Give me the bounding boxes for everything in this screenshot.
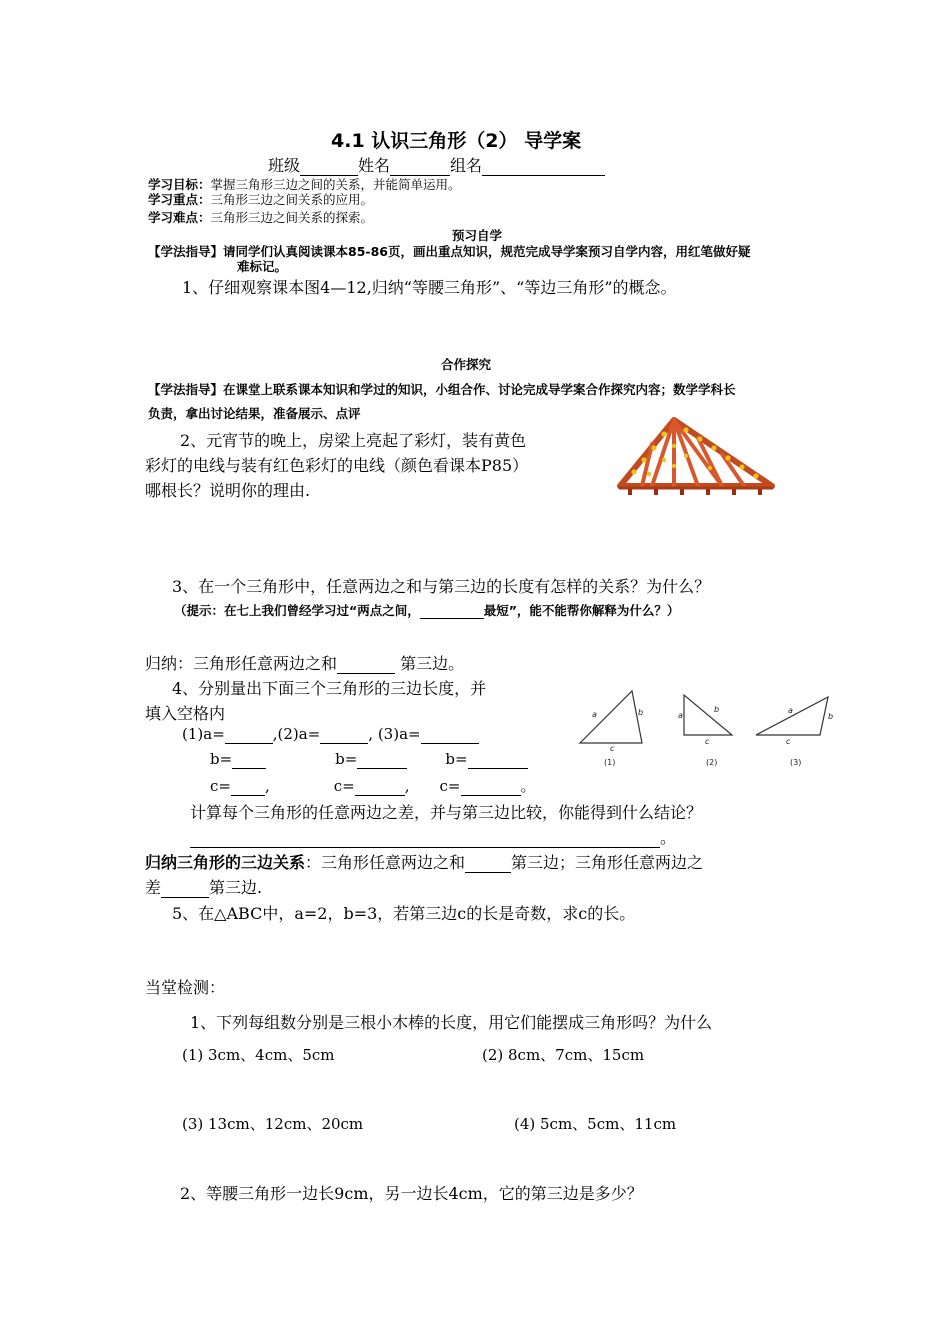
student-info-line <box>268 153 605 176</box>
svg-text:(1): (1) <box>604 758 616 767</box>
question-1: 1、仔细观察课本图4—12,归纳“等腰三角形”、“等边三角形”的概念。 <box>182 278 677 297</box>
hint-blank[interactable] <box>420 603 484 619</box>
relation-sum-blank[interactable] <box>465 853 511 873</box>
question-3-hint: （提示：在七上我们曾经学习过“两点之间， 最短”，能不能帮你解释为什么？） <box>174 603 680 618</box>
triangle-2 <box>684 695 732 735</box>
truss-frame <box>620 420 772 488</box>
explore-guide-line1: 【学法指导】在课堂上联系课本知识和学过的知识，小组合作、讨论完成导学案合作探究内容；数学学科长 <box>148 382 736 397</box>
name-blank[interactable] <box>390 156 450 176</box>
svg-text:b: b <box>828 712 834 721</box>
question-3: 3、在一个三角形中，任意两边之和与第三边的长度有怎样的关系？为什么？ <box>172 577 711 596</box>
svg-text:c: c <box>705 737 710 746</box>
relation-diff-blank[interactable] <box>161 878 209 898</box>
blank-2b[interactable] <box>357 750 407 769</box>
blank-3c[interactable] <box>461 777 521 796</box>
class-blank[interactable] <box>300 156 358 176</box>
three-triangles-figure <box>574 685 836 769</box>
svg-text:a: a <box>788 706 793 715</box>
preview-guide-line1: 【学法指导】请同学们认真阅读课本85-86页，画出重点知识，规范完成导学案预习自学内容，用红笔做好疑 <box>148 244 751 259</box>
triangle-1 <box>580 691 642 743</box>
triangle-1-labels <box>592 708 643 767</box>
svg-text:c: c <box>786 737 791 746</box>
sum-blank[interactable] <box>337 654 395 674</box>
truss-feet <box>628 489 762 495</box>
blank-3a[interactable] <box>421 725 479 744</box>
learning-target: 学习目标：掌握三角形三边之间的关系，并能简单运用。 <box>148 177 461 192</box>
explore-heading: 合作探究 <box>441 357 492 372</box>
check-option-1: (1) 3cm、4cm、5cm <box>182 1046 335 1064</box>
roof-truss-lantern-figure <box>614 416 778 496</box>
difference-answer-line: 。 <box>190 825 676 848</box>
svg-text:a: a <box>678 711 683 720</box>
svg-text:b: b <box>714 705 720 714</box>
learning-key-point: 学习重点：三角形三边之间关系的应用。 <box>148 192 374 207</box>
triangles <box>580 691 828 743</box>
check-option-2: (2) 8cm、7cm、15cm <box>482 1046 645 1064</box>
svg-text:b: b <box>638 708 644 717</box>
name-label: 姓名 <box>358 156 391 175</box>
blank-3b[interactable] <box>468 750 528 769</box>
question-2-line3: 哪根长？说明你的理由. <box>145 481 311 500</box>
q4-row-a: (1)a= ,(2)a= , (3)a= <box>182 725 479 744</box>
difference-question: 计算每个三角形的任意两边之差，并与第三边比较，你能得到什么结论？ <box>190 803 703 822</box>
preview-guide-line2: 难标记。 <box>237 259 288 274</box>
page-title: 4.1 认识三角形（2） 导学案 <box>331 130 582 152</box>
difference-blank[interactable] <box>190 828 660 848</box>
q4-row-c: c= , c= , c= 。 <box>210 777 536 795</box>
question-2-line1: 2、元宵节的晚上，房梁上亮起了彩灯，装有黄色 <box>180 431 527 450</box>
question-4-line2: 填入空格内 <box>145 704 226 723</box>
question-5: 5、在△ABC中，a=2，b=3，若第三边c的长是奇数，求c的长。 <box>172 904 636 923</box>
check-option-4: (4) 5cm、5cm、11cm <box>514 1115 677 1133</box>
triangle-3 <box>756 697 828 735</box>
group-label: 组名 <box>450 156 483 175</box>
q4-row-b: b= b= b= <box>210 750 528 769</box>
check-question-1: 1、下列每组数分别是三根小木棒的长度，用它们能摆成三角形吗？为什么 <box>190 1013 713 1032</box>
check-option-3: (3) 13cm、12cm、20cm <box>182 1115 364 1133</box>
blank-2a[interactable] <box>320 725 368 744</box>
side-relation-line1: 归纳三角形的三边关系：三角形任意两边之和 第三边；三角形任意两边之 <box>145 853 704 872</box>
preview-heading: 预习自学 <box>452 228 503 243</box>
svg-text:c: c <box>610 744 615 753</box>
learning-difficulty: 学习难点：三角形三边之间关系的探索。 <box>148 210 374 225</box>
explore-guide-line2: 负责，拿出讨论结果，准备展示、点评 <box>148 406 361 421</box>
svg-text:(3): (3) <box>790 758 802 767</box>
blank-1a[interactable] <box>225 725 273 744</box>
check-heading: 当堂检测： <box>145 978 226 997</box>
blank-1c[interactable] <box>231 777 265 796</box>
group-blank[interactable] <box>482 156 605 176</box>
blank-2c[interactable] <box>355 777 405 796</box>
question-2-line2: 彩灯的电线与装有红色彩灯的电线（颜色看课本P85） <box>145 456 529 475</box>
svg-text:a: a <box>592 710 597 719</box>
blank-1b[interactable] <box>232 750 266 769</box>
side-relation-line2: 差 第三边. <box>145 878 263 897</box>
check-question-2: 2、等腰三角形一边长9cm，另一边长4cm，它的第三边是多少？ <box>180 1184 643 1203</box>
induction-sum: 归纳：三角形任意两边之和 第三边。 <box>145 654 465 673</box>
svg-text:(2): (2) <box>706 758 718 767</box>
class-label: 班级 <box>268 156 301 175</box>
question-4-line1: 4、分别量出下面三个三角形的三边长度，并 <box>172 679 487 698</box>
